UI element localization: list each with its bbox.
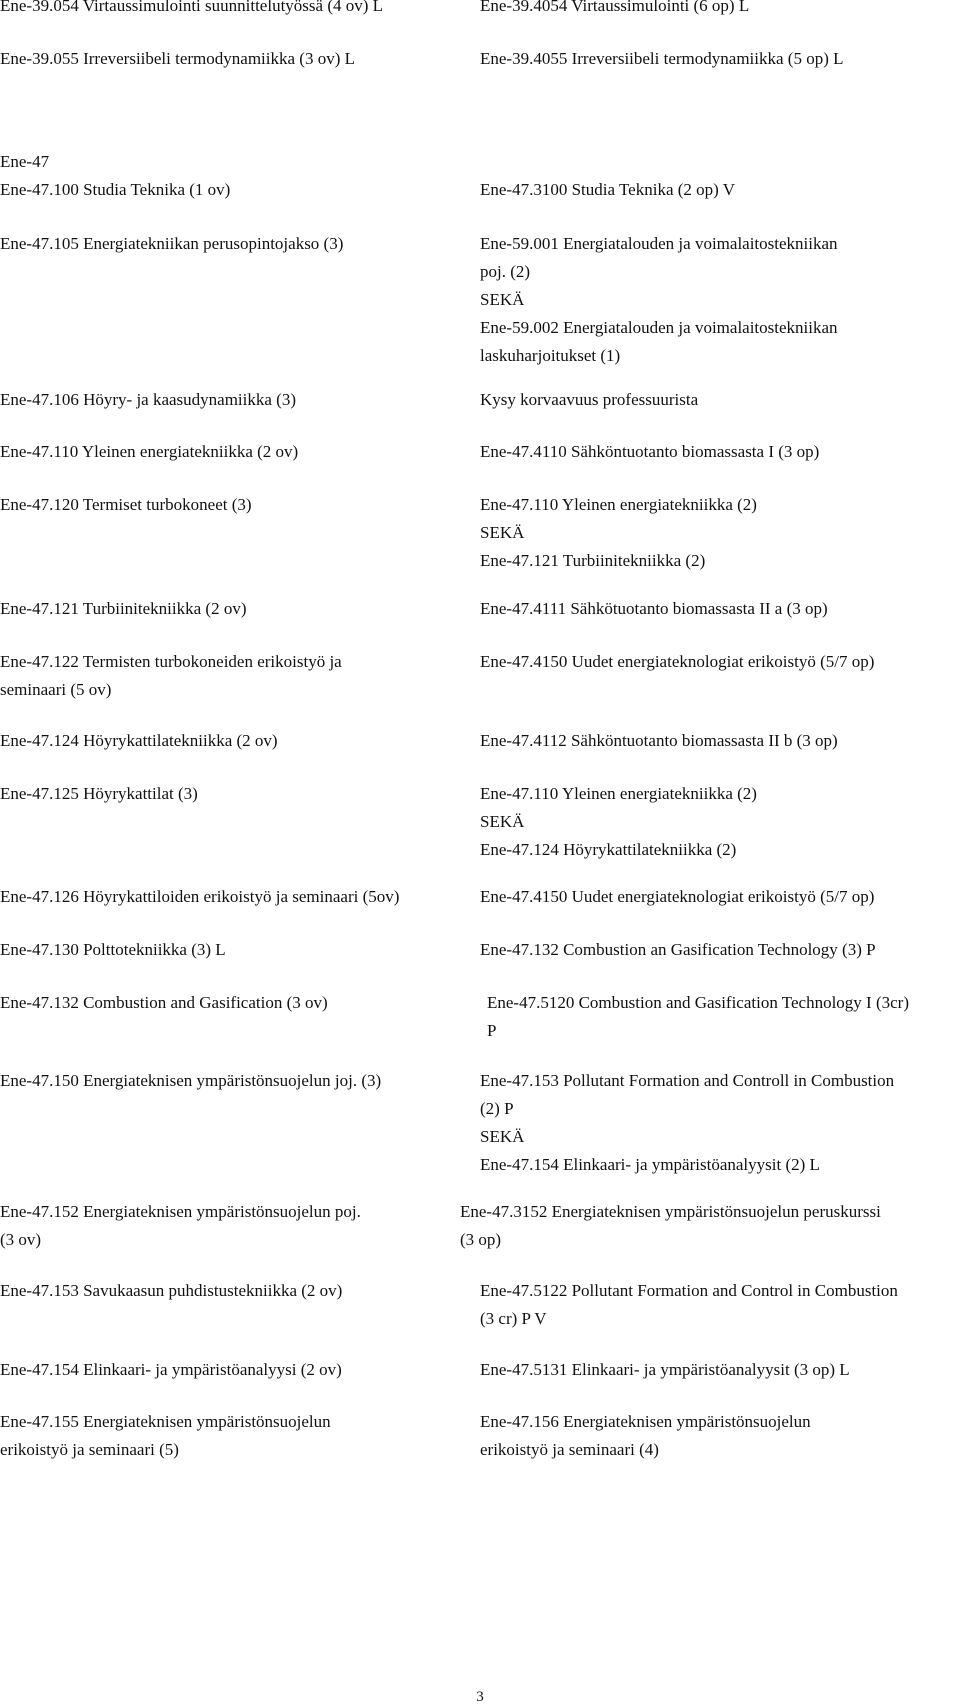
new-course-cell: [480, 45, 958, 73]
course-text-line: (3 cr) P V: [480, 1309, 547, 1328]
old-course-cell: [0, 648, 455, 704]
course-text-line: Ene-47.3100 Studia Teknika (2 op) V: [480, 180, 736, 199]
old-course-cell: [0, 230, 455, 258]
new-course-cell: [480, 1356, 958, 1384]
course-text-line: Ene-47.152 Energiateknisen ympäristönsuojelun poj.: [0, 1202, 361, 1221]
new-course-cell: [480, 491, 958, 575]
course-text-line: Ene-47.156 Energiateknisen ympäristönsuojelun: [480, 1412, 811, 1431]
course-text-line: SEKÄ: [480, 812, 525, 831]
old-course-cell: [0, 989, 455, 1017]
course-text-line: Ene-47.121 Turbiinitekniikka (2): [480, 551, 706, 570]
course-text-line: erikoistyö ja seminaari (5): [0, 1440, 179, 1459]
new-course-cell: [480, 386, 958, 414]
course-text-line: Ene-47.154 Elinkaari- ja ympäristöanalyysit (2) L: [480, 1155, 820, 1174]
course-text-line: Ene-47.153 Pollutant Formation and Controll in Combustion: [480, 1071, 895, 1090]
new-course-cell: [460, 1198, 938, 1254]
course-text-line: Ene-47.120 Termiset turbokoneet (3): [0, 495, 252, 514]
old-course-cell: [0, 936, 455, 964]
old-course-cell: [0, 727, 455, 755]
new-course-cell: [480, 438, 958, 466]
course-text-line: Ene-39.054 Virtaussimulointi suunnittelutyössä (4 ov) L: [0, 0, 384, 15]
course-text-line: Ene-47.124 Höyrykattilatekniikka (2 ov): [0, 731, 278, 750]
course-text-line: Ene-47.110 Yleinen energiatekniikka (2 ov): [0, 442, 299, 461]
course-text-line: seminaari (5 ov): [0, 680, 112, 699]
course-text-line: Ene-59.001 Energiatalouden ja voimalaitostekniikan: [480, 234, 838, 253]
course-text-line: Ene-47.5122 Pollutant Formation and Control in Combustion: [480, 1281, 898, 1300]
course-text-line: Ene-47.4150 Uudet energiateknologiat erikoistyö (5/7 op): [480, 652, 875, 671]
course-text-line: P: [487, 1021, 497, 1040]
course-text-line: Ene-47.124 Höyrykattilatekniikka (2): [480, 840, 737, 859]
course-text-line: Ene-47.4112 Sähköntuotanto biomassasta II b (3 op): [480, 731, 838, 750]
old-course-cell: [0, 1408, 455, 1464]
course-text-line: Ene-47.155 Energiateknisen ympäristönsuojelun: [0, 1412, 331, 1431]
new-course-cell: [480, 230, 958, 370]
course-text-line: Ene-47.150 Energiateknisen ympäristönsuojelun joj. (3): [0, 1071, 382, 1090]
old-course-cell: [0, 1277, 455, 1305]
course-text-line: Kysy korvaavuus professuurista: [480, 390, 699, 409]
old-course-cell: [0, 883, 455, 911]
course-text-line: Ene-39.055 Irreversiibeli termodynamiikka (3 ov) L: [0, 49, 355, 68]
course-text-line: Ene-47.130 Polttotekniikka (3) L: [0, 940, 226, 959]
course-text-line: poj. (2): [480, 262, 531, 281]
course-text-line: Ene-59.002 Energiatalouden ja voimalaitostekniikan: [480, 318, 838, 337]
new-course-cell: [487, 989, 960, 1045]
course-text-line: Ene-47.5120 Combustion and Gasification Technology I (3cr): [487, 993, 909, 1012]
course-text-line: Ene-47.132 Combustion an Gasification Technology (3) P: [480, 940, 876, 959]
course-text-line: (3 ov): [0, 1230, 42, 1249]
course-text-line: Ene-47.110 Yleinen energiatekniikka (2): [480, 784, 757, 803]
course-text-line: Ene-47.3152 Energiateknisen ympäristönsuojelun peruskurssi: [460, 1202, 881, 1221]
course-text-line: Ene-47.126 Höyrykattiloiden erikoistyö ja seminaari (5ov): [0, 887, 400, 906]
old-course-cell: [0, 1198, 455, 1254]
course-text-line: Ene-47.110 Yleinen energiatekniikka (2): [480, 495, 757, 514]
new-course-cell: [480, 148, 958, 204]
old-course-cell: [0, 780, 455, 808]
course-text-line: Ene-39.4055 Irreversiibeli termodynamiikka (5 op) L: [480, 49, 844, 68]
course-text-line: Ene-47.154 Elinkaari- ja ympäristöanalyysi (2 ov): [0, 1360, 342, 1379]
course-text-line: laskuharjoitukset (1): [480, 346, 621, 365]
old-course-cell: [0, 45, 455, 73]
course-text-line: Ene-39.4054 Virtaussimulointi (6 op) L: [480, 0, 750, 15]
course-text-line: (3 op): [460, 1230, 502, 1249]
new-course-cell: [480, 936, 958, 964]
new-course-cell: [480, 780, 958, 864]
course-text-line: Ene-47.100 Studia Teknika (1 ov): [0, 180, 231, 199]
new-course-cell: [480, 648, 958, 676]
course-text-line: SEKÄ: [480, 523, 525, 542]
course-text-line: Ene-47.153 Savukaasun puhdistustekniikka (2 ov): [0, 1281, 343, 1300]
course-text-line: SEKÄ: [480, 1127, 525, 1146]
course-text-line: Ene-47.132 Combustion and Gasification (3 ov): [0, 993, 328, 1012]
new-course-cell: [480, 1408, 958, 1464]
old-course-cell: [0, 595, 455, 623]
course-text-line: Ene-47.121 Turbiinitekniikka (2 ov): [0, 599, 247, 618]
new-course-cell: [480, 727, 958, 755]
old-course-cell: [0, 386, 455, 414]
old-course-cell: [0, 1356, 455, 1384]
old-course-cell: [0, 148, 455, 204]
course-text-line: Ene-47.5131 Elinkaari- ja ympäristöanalyysit (3 op) L: [480, 1360, 850, 1379]
course-text-line: Ene-47.125 Höyrykattilat (3): [0, 784, 198, 803]
course-text-line: [480, 148, 958, 176]
old-course-cell: [0, 438, 455, 466]
new-course-cell: [480, 1067, 958, 1179]
new-course-cell: [480, 883, 958, 911]
course-text-line: erikoistyö ja seminaari (4): [480, 1440, 659, 1459]
course-text-line: Ene-47: [0, 152, 50, 171]
new-course-cell: [480, 595, 958, 623]
old-course-cell: [0, 0, 455, 20]
course-text-line: SEKÄ: [480, 290, 525, 309]
course-text-line: Ene-47.105 Energiatekniikan perusopintojakso (3): [0, 234, 344, 253]
old-course-cell: [0, 491, 455, 519]
course-text-line: Ene-47.122 Termisten turbokoneiden erikoistyö ja: [0, 652, 342, 671]
course-text-line: (2) P: [480, 1099, 514, 1118]
new-course-cell: [480, 1277, 958, 1333]
new-course-cell: [480, 0, 958, 20]
course-text-line: Ene-47.4110 Sähköntuotanto biomassasta I (3 op): [480, 442, 820, 461]
old-course-cell: [0, 1067, 455, 1095]
course-text-line: Ene-47.4111 Sähkötuotanto biomassasta II a (3 op): [480, 599, 828, 618]
page-number: 3: [476, 1689, 484, 1705]
course-text-line: Ene-47.4150 Uudet energiateknologiat erikoistyö (5/7 op): [480, 887, 875, 906]
course-text-line: Ene-47.106 Höyry- ja kaasudynamiikka (3): [0, 390, 296, 409]
